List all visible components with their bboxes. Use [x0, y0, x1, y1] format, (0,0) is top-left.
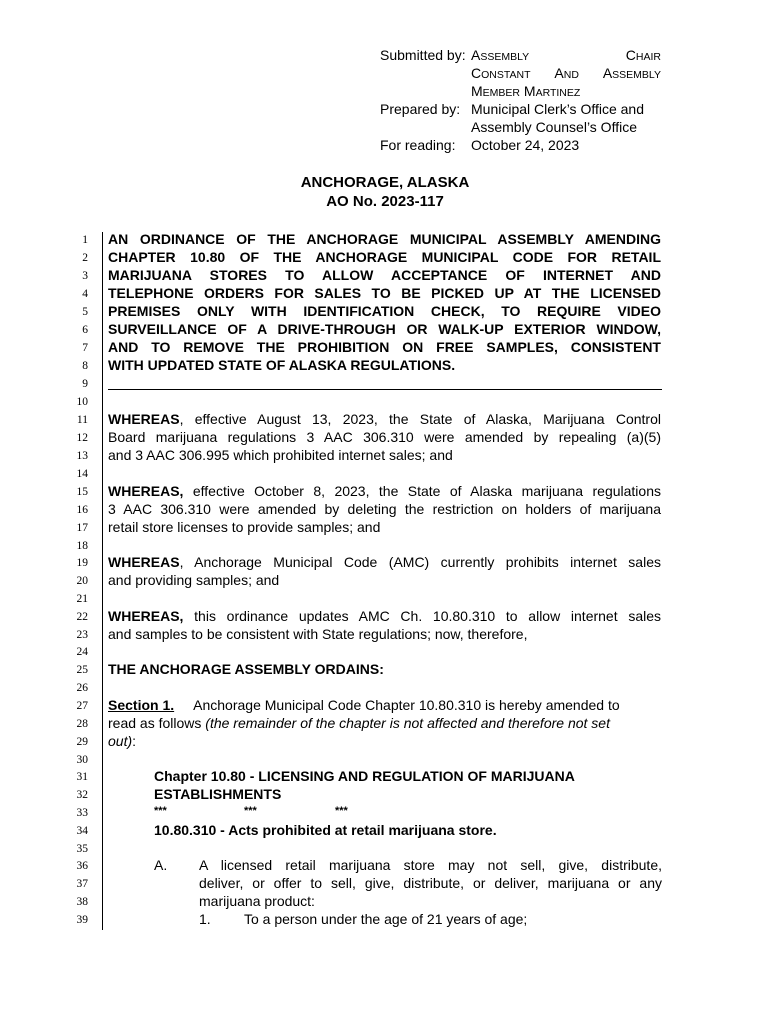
- line-number: 25: [76, 664, 88, 676]
- subsection-a-line3: marijuana product:: [199, 893, 315, 909]
- prepared-by-line2: Assembly Counsel’s Office: [471, 119, 637, 135]
- chapter-heading-line1: Chapter 10.80 - LICENSING AND REGULATION OF MARIJUANA: [154, 768, 575, 784]
- submitted-by-line1-text: ASSEMBLY CHAIR: [471, 47, 661, 63]
- line-number: 31: [76, 771, 88, 783]
- line-number: 13: [76, 450, 88, 462]
- caption-line: WITH UPDATED STATE OF ALASKA REGULATIONS.: [108, 357, 456, 373]
- whereas-keyword: WHEREAS: [108, 554, 180, 570]
- whereas-text: , effective August 13, 2023, the State of Alaska, Marijuana Control: [179, 411, 661, 427]
- item-1-label: 1.: [199, 911, 211, 927]
- line-number: 16: [76, 504, 88, 516]
- whereas-text: effective October 8, 2023, the State of Alaska marijuana regulations: [183, 483, 661, 499]
- caption-line: SURVEILLANCE OF A DRIVE-THROUGH OR WALK-UP EXTERIOR WINDOW,: [108, 321, 661, 337]
- section-1-text: read as follows: [108, 715, 206, 731]
- whereas-2-line2: 3 AAC 306.310 were amended by deleting the restriction on holders of marijuana: [108, 501, 661, 517]
- caption-line: MARIJUANA STORES TO ALLOW ACCEPTANCE OF INTERNET AND: [108, 267, 661, 283]
- line-number: 17: [76, 522, 88, 534]
- whereas-text: this ordinance updates AMC Ch. 10.80.310 to allow internet sales: [183, 608, 661, 624]
- subsection-a-label: A.: [154, 857, 168, 873]
- code-section-heading: 10.80.310 - Acts prohibited at retail marijuana store.: [154, 822, 497, 838]
- whereas-keyword: WHEREAS,: [108, 483, 184, 499]
- jurisdiction-title: ANCHORAGE, ALASKA: [300, 174, 470, 191]
- submitted-by-line2-text: CONSTANT AND ASSEMBLY: [471, 65, 661, 81]
- ordinance-number: AO No. 2023-117: [326, 193, 444, 210]
- section-1-italic-text: out): [108, 733, 133, 749]
- line-number: 34: [76, 825, 88, 837]
- chapter-heading-line2: ESTABLISHMENTS: [154, 786, 282, 802]
- margin-rule: [102, 232, 103, 930]
- line-number: 21: [76, 593, 88, 605]
- ordains-statement: THE ANCHORAGE ASSEMBLY ORDAINS:: [108, 661, 384, 677]
- prepared-by-line1: Municipal Clerk’s Office and: [471, 101, 645, 117]
- line-number: 11: [76, 414, 88, 426]
- caption-line: TELEPHONE ORDERS FOR SALES TO BE PICKED UP AT THE LICENSED: [108, 285, 661, 301]
- line-number: 1: [82, 234, 88, 246]
- submitted-by-line3: [471, 82, 661, 102]
- subsection-a-line1: A licensed retail marijuana store may not sell, give, distribute,: [199, 857, 662, 873]
- whereas-3-line2: and providing samples; and: [108, 572, 280, 588]
- whereas-2-line3: retail store licenses to provide samples; and: [108, 519, 381, 535]
- subsection-a-line2: deliver, or offer to sell, give, distribute, or deliver, marijuana or any: [199, 875, 662, 891]
- line-number: 28: [76, 718, 88, 730]
- line-number: 7: [82, 342, 88, 354]
- line-number: 24: [76, 646, 88, 658]
- section-1-heading: Section 1.: [108, 697, 175, 713]
- caption-line: CHAPTER 10.80 OF THE ANCHORAGE MUNICIPAL CODE FOR RETAIL: [108, 249, 661, 265]
- for-reading-label: For reading:: [380, 137, 456, 153]
- whereas-1-line2: Board marijuana regulations 3 AAC 306.310 were amended by repealing (a)(5): [108, 429, 661, 445]
- prepared-by-label: Prepared by:: [380, 101, 461, 117]
- submitted-by-line1: [471, 46, 661, 66]
- asterisk-separator: ***: [154, 805, 167, 817]
- line-number: 36: [76, 860, 88, 872]
- line-number: 22: [76, 611, 88, 623]
- line-number: 10: [76, 396, 88, 408]
- whereas-text: , Anchorage Municipal Code (AMC) currently prohibits internet sales: [179, 554, 661, 570]
- submitted-by-line2: [471, 64, 661, 84]
- section-1-line1: [108, 696, 661, 714]
- caption-line: AN ORDINANCE OF THE ANCHORAGE MUNICIPAL ASSEMBLY AMENDING: [108, 231, 661, 247]
- line-number: 26: [76, 682, 88, 694]
- line-number: 4: [82, 288, 88, 300]
- line-number: 33: [76, 807, 88, 819]
- line-number: 15: [76, 486, 88, 498]
- line-number: 19: [76, 557, 88, 569]
- line-number: 2: [82, 252, 88, 264]
- section-1-line3: [108, 732, 661, 750]
- whereas-keyword: WHEREAS,: [108, 608, 184, 624]
- caption-line: PREMISES ONLY WITH IDENTIFICATION CHECK, TO REQUIRE VIDEO: [108, 303, 661, 319]
- whereas-1-line1: [108, 410, 661, 428]
- line-number: 12: [76, 432, 88, 444]
- line-number: 3: [82, 270, 88, 282]
- section-1-line2: [108, 714, 661, 732]
- caption-separator: [108, 389, 662, 390]
- whereas-1-line3: and 3 AAC 306.995 which prohibited internet sales; and: [108, 447, 453, 463]
- line-number: 30: [76, 754, 88, 766]
- line-number: 27: [76, 700, 88, 712]
- line-number: 35: [76, 843, 88, 855]
- section-1-text: Anchorage Municipal Code Chapter 10.80.310 is hereby amended to: [193, 697, 620, 713]
- whereas-4-line1: [108, 607, 661, 625]
- line-number: 18: [76, 540, 88, 552]
- for-reading-date: October 24, 2023: [471, 137, 580, 153]
- asterisk-separator: ***: [335, 805, 348, 817]
- line-number: 20: [76, 575, 88, 587]
- line-number: 39: [76, 914, 88, 926]
- submitted-by-label: Submitted by:: [380, 47, 466, 63]
- line-number: 37: [76, 878, 88, 890]
- line-number: 29: [76, 736, 88, 748]
- line-number: 5: [82, 306, 88, 318]
- line-number: 8: [82, 360, 88, 372]
- caption-line: AND TO REMOVE THE PROHIBITION ON FREE SAMPLES, CONSISTENT: [108, 339, 661, 355]
- section-1-text: :: [132, 733, 137, 749]
- whereas-2-line1: [108, 482, 661, 500]
- line-number: 23: [76, 629, 88, 641]
- line-number: 38: [76, 896, 88, 908]
- asterisk-separator: ***: [244, 805, 257, 817]
- section-1-italic-text: (the remainder of the chapter is not affected and therefore not set: [205, 715, 610, 731]
- whereas-4-line2: and samples to be consistent with State regulations; now, therefore,: [108, 626, 528, 642]
- item-1-text: To a person under the age of 21 years of age;: [244, 911, 528, 927]
- line-number: 6: [82, 324, 88, 336]
- line-number: 32: [76, 789, 88, 801]
- whereas-keyword: WHEREAS: [108, 411, 180, 427]
- line-number: 9: [82, 378, 88, 390]
- line-number: 14: [76, 468, 88, 480]
- submitted-by-line3-text: MEMBER MARTINEZ: [471, 83, 581, 99]
- whereas-3-line1: [108, 553, 661, 571]
